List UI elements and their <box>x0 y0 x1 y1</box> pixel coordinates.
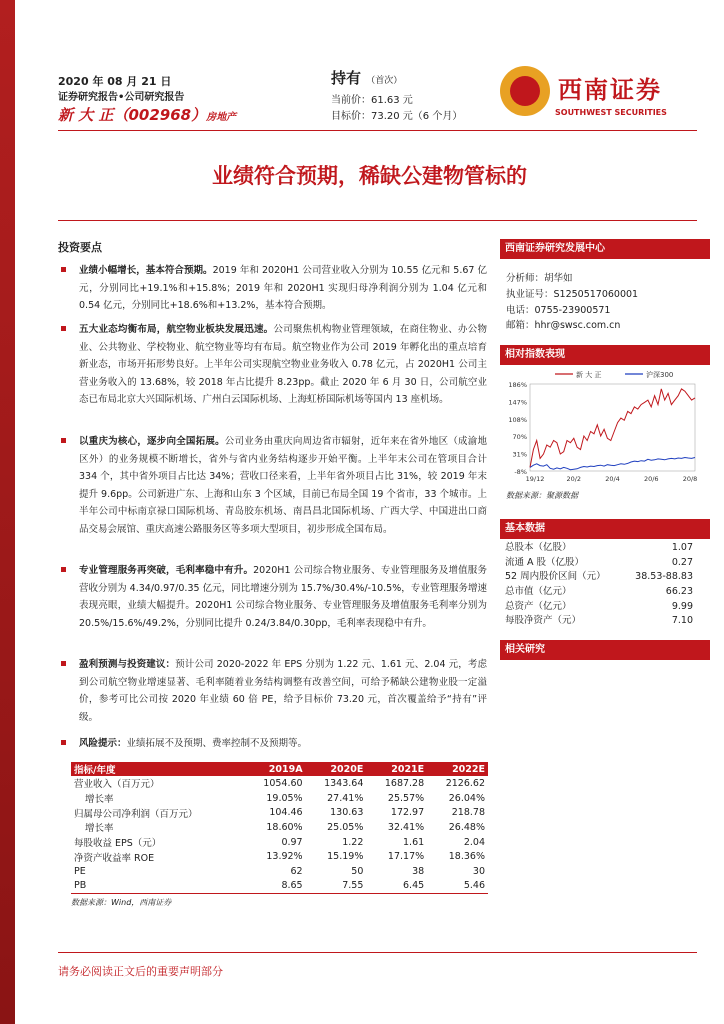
company-logo <box>500 64 710 126</box>
legend-label: 沪深300 <box>646 371 674 379</box>
analyst-name: 分析师：胡华如 <box>506 273 573 284</box>
table-row: 增长率 18.60% 25.05% 32.41% 26.48% <box>85 821 485 835</box>
y-tick-label: 147% <box>508 398 527 407</box>
table-row: 营业收入（百万元） 1054.60 1343.64 1687.28 2126.62 <box>74 777 485 791</box>
related-research-header: 相关研究 <box>500 640 710 660</box>
table-header: 指标/年度 <box>71 762 245 776</box>
footer-disclaimer: 请务必阅读正文后的重要声明部分 <box>58 965 223 978</box>
table-header: 2020E <box>306 762 367 776</box>
y-tick-label: 70% <box>512 433 527 442</box>
bullet-square-icon <box>61 740 66 745</box>
basic-data-row: 总资产（亿元） 9.99 <box>505 600 693 612</box>
legend-label: 新 大 正 <box>576 371 602 379</box>
y-tick-label: 186% <box>508 381 527 389</box>
table-header: 2022E <box>427 762 488 776</box>
bullet-point: 业绩小幅增长，基本符合预期。2019 年和 2020H1 公司营业收入分别为 10.55 亿元和 5.67 亿元，分别同比+19.1%和+15.8%；2019 年和 2020H1 实现归母净利润分别为 1.04 亿元和 0.54 亿元，分别同比+18.6%和+13.2%，基本符合预期。 <box>66 262 487 315</box>
table-header: 2021E <box>366 762 427 776</box>
bullet-point: 以重庆为核心，逐步向全国拓展。公司业务由重庆向周边省市辐射，近年来在省外地区（成渝地区外）的业务规模不断增长，省外与省内业务结构逐步开始平衡。上半年末公司在管项目合计 334 个，其中省外项目占比达 34%；营收口径来看，上半年省外项目占比 31%，较 2019 年末提升 9.6pp。公司新进广东、上海和山东 3 个区域，目前已布局全国 19 个省市，33 个城市。上半年公司中标南京禄口国际机场、青岛胶东机场、南昌昌北国际机场、广西大学、中国进出口商品交易会展馆、重庆高速公路服务区等多项大型项目，初步形成全国布局。 <box>66 433 487 539</box>
table-row: 净资产收益率 ROE 13.92% 15.19% 17.17% 18.36% <box>74 851 485 864</box>
analyst-email[interactable]: 邮箱：hhr@swsc.com.cn <box>506 320 621 331</box>
report-page <box>15 0 724 1024</box>
research-center-header: 西南证券研究发展中心 <box>500 239 710 259</box>
x-tick-label: 20/8 <box>682 475 698 483</box>
title-divider <box>58 220 697 221</box>
x-tick-label: 20/2 <box>566 475 582 483</box>
table-row: 每股收益 EPS（元） 0.97 1.22 1.61 2.04 <box>74 836 485 850</box>
current-price: 当前价：61.63 元 <box>331 95 413 106</box>
company-name: 新 大 正（002968）房地产 <box>58 106 237 124</box>
bullet-square-icon <box>61 661 66 666</box>
bullet-point: 风险提示：业绩拓展不及预期、费率控制不及预期等。 <box>66 735 487 753</box>
industry-label: 房地产 <box>206 112 237 123</box>
bullet-square-icon <box>61 267 66 272</box>
logo-circle-icon <box>500 66 550 116</box>
basic-data-row: 总股本（亿股） 1.07 <box>505 542 693 553</box>
basic-data-list <box>505 541 693 629</box>
y-tick-label: -8% <box>514 468 527 476</box>
logo-text-en: SOUTHWEST SECURITIES <box>555 108 667 117</box>
table-row: PE 62 50 38 30 <box>74 865 485 877</box>
target-price: 目标价：73.20 元（6 个月） <box>331 111 463 122</box>
basic-data-row: 流通 A 股（亿股） 0.27 <box>505 556 693 568</box>
financial-forecast-table <box>71 762 488 894</box>
table-row: 增长率 19.05% 27.41% 25.57% 26.04% <box>85 792 485 806</box>
series-line <box>530 458 695 470</box>
basic-data-row: 每股净资产（元） 7.10 <box>505 615 693 627</box>
rating: 持有 （首次） <box>331 69 403 87</box>
report-title: 业绩符合预期，稀缺公建物管标的 <box>212 164 527 188</box>
table-header: 2019A <box>245 762 306 776</box>
footer-divider <box>58 952 697 953</box>
bullet-square-icon <box>61 326 66 331</box>
logo-text-cn: 西南证券 <box>558 76 662 104</box>
x-tick-label: 20/6 <box>643 475 659 483</box>
section-heading: 投资要点 <box>58 241 102 254</box>
bullet-square-icon <box>61 438 66 443</box>
y-tick-label: 31% <box>512 450 527 459</box>
plot-frame <box>530 384 695 471</box>
bullet-point: 专业管理服务再突破，毛利率稳中有升。2020H1 公司综合物业服务、专业管理服务及增值服务营收分别为 4.34/0.97/0.35 亿元，同比增速分别为 15.7%/30.4%/-10.5%，专业管理服务增速表现亮眼，业绩大幅提升。2020H1 公司综合物业服务、专业管理服务及增值服务毛利率分别为 20.5%/15.6%/49.2%，分别同比提升 0.24/3.84/0.30pp，毛利率表现稳中有升。 <box>66 562 487 632</box>
table-source: 数据来源：Wind，西南证券 <box>71 898 172 907</box>
relative-index-chart <box>500 366 710 486</box>
chart-source: 数据来源：聚源数据 <box>506 491 578 500</box>
analyst-phone: 电话：0755-23900571 <box>506 305 611 316</box>
analyst-license: 执业证号：S1250517060001 <box>506 289 639 300</box>
x-tick-label: 19/12 <box>525 475 545 483</box>
basic-data-row: 总市值（亿元） 66.23 <box>505 586 693 598</box>
y-tick-label: 108% <box>508 415 527 424</box>
header-divider <box>58 130 697 131</box>
report-date: 2020 年 08 月 21 日 <box>58 75 172 88</box>
report-type: 证券研究报告•公司研究报告 <box>58 92 185 103</box>
basic-data-header: 基本数据 <box>500 519 710 539</box>
chart-header: 相对指数表现 <box>500 345 710 365</box>
bullet-point: 盈利预测与投资建议：预计公司 2020-2022 年 EPS 分别为 1.22 元、1.61 元、2.04 元，考虑到公司航空物业增速显著、毛利率随着业务结构调整有改善空间，可给予稀缺公建物业股一定溢价，参考可比公司按 2020 年业绩 60 倍 PE，给予目标价 73.20 元，首次覆盖给予“持有”评级。 <box>66 656 487 726</box>
table-row: PB 8.65 7.55 6.45 5.46 <box>71 879 488 894</box>
x-tick-label: 20/4 <box>605 475 620 483</box>
basic-data-row: 52 周内股价区间（元） 38.53-88.83 <box>505 571 693 583</box>
table-row: 归属母公司净利润（百万元） 104.46 130.63 172.97 218.78 <box>74 807 485 820</box>
left-accent-bar <box>0 0 15 1024</box>
series-line <box>530 389 695 468</box>
bullet-point: 五大业态均衡布局，航空物业板块发展迅速。公司聚焦机构物业管理领域，在商住物业、办公物业、公共物业、学校物业、航空物业等均有布局。航空物业作为公司 2019 年孵化出的重点培育新业态，市场开拓形势良好。上半年公司实现航空物业业务收入 0.78 亿元，占 2020H1 公司主营业务收入的 13.68%，较 2018 年占比提升 8.23pp。截止 2020 年 6 月 30 日，公司航空业态已布局北京大兴国际机场、广州白云国际机场、上海虹桥国际机场等国内 13 座机场。 <box>66 321 487 409</box>
bullet-square-icon <box>61 567 66 572</box>
